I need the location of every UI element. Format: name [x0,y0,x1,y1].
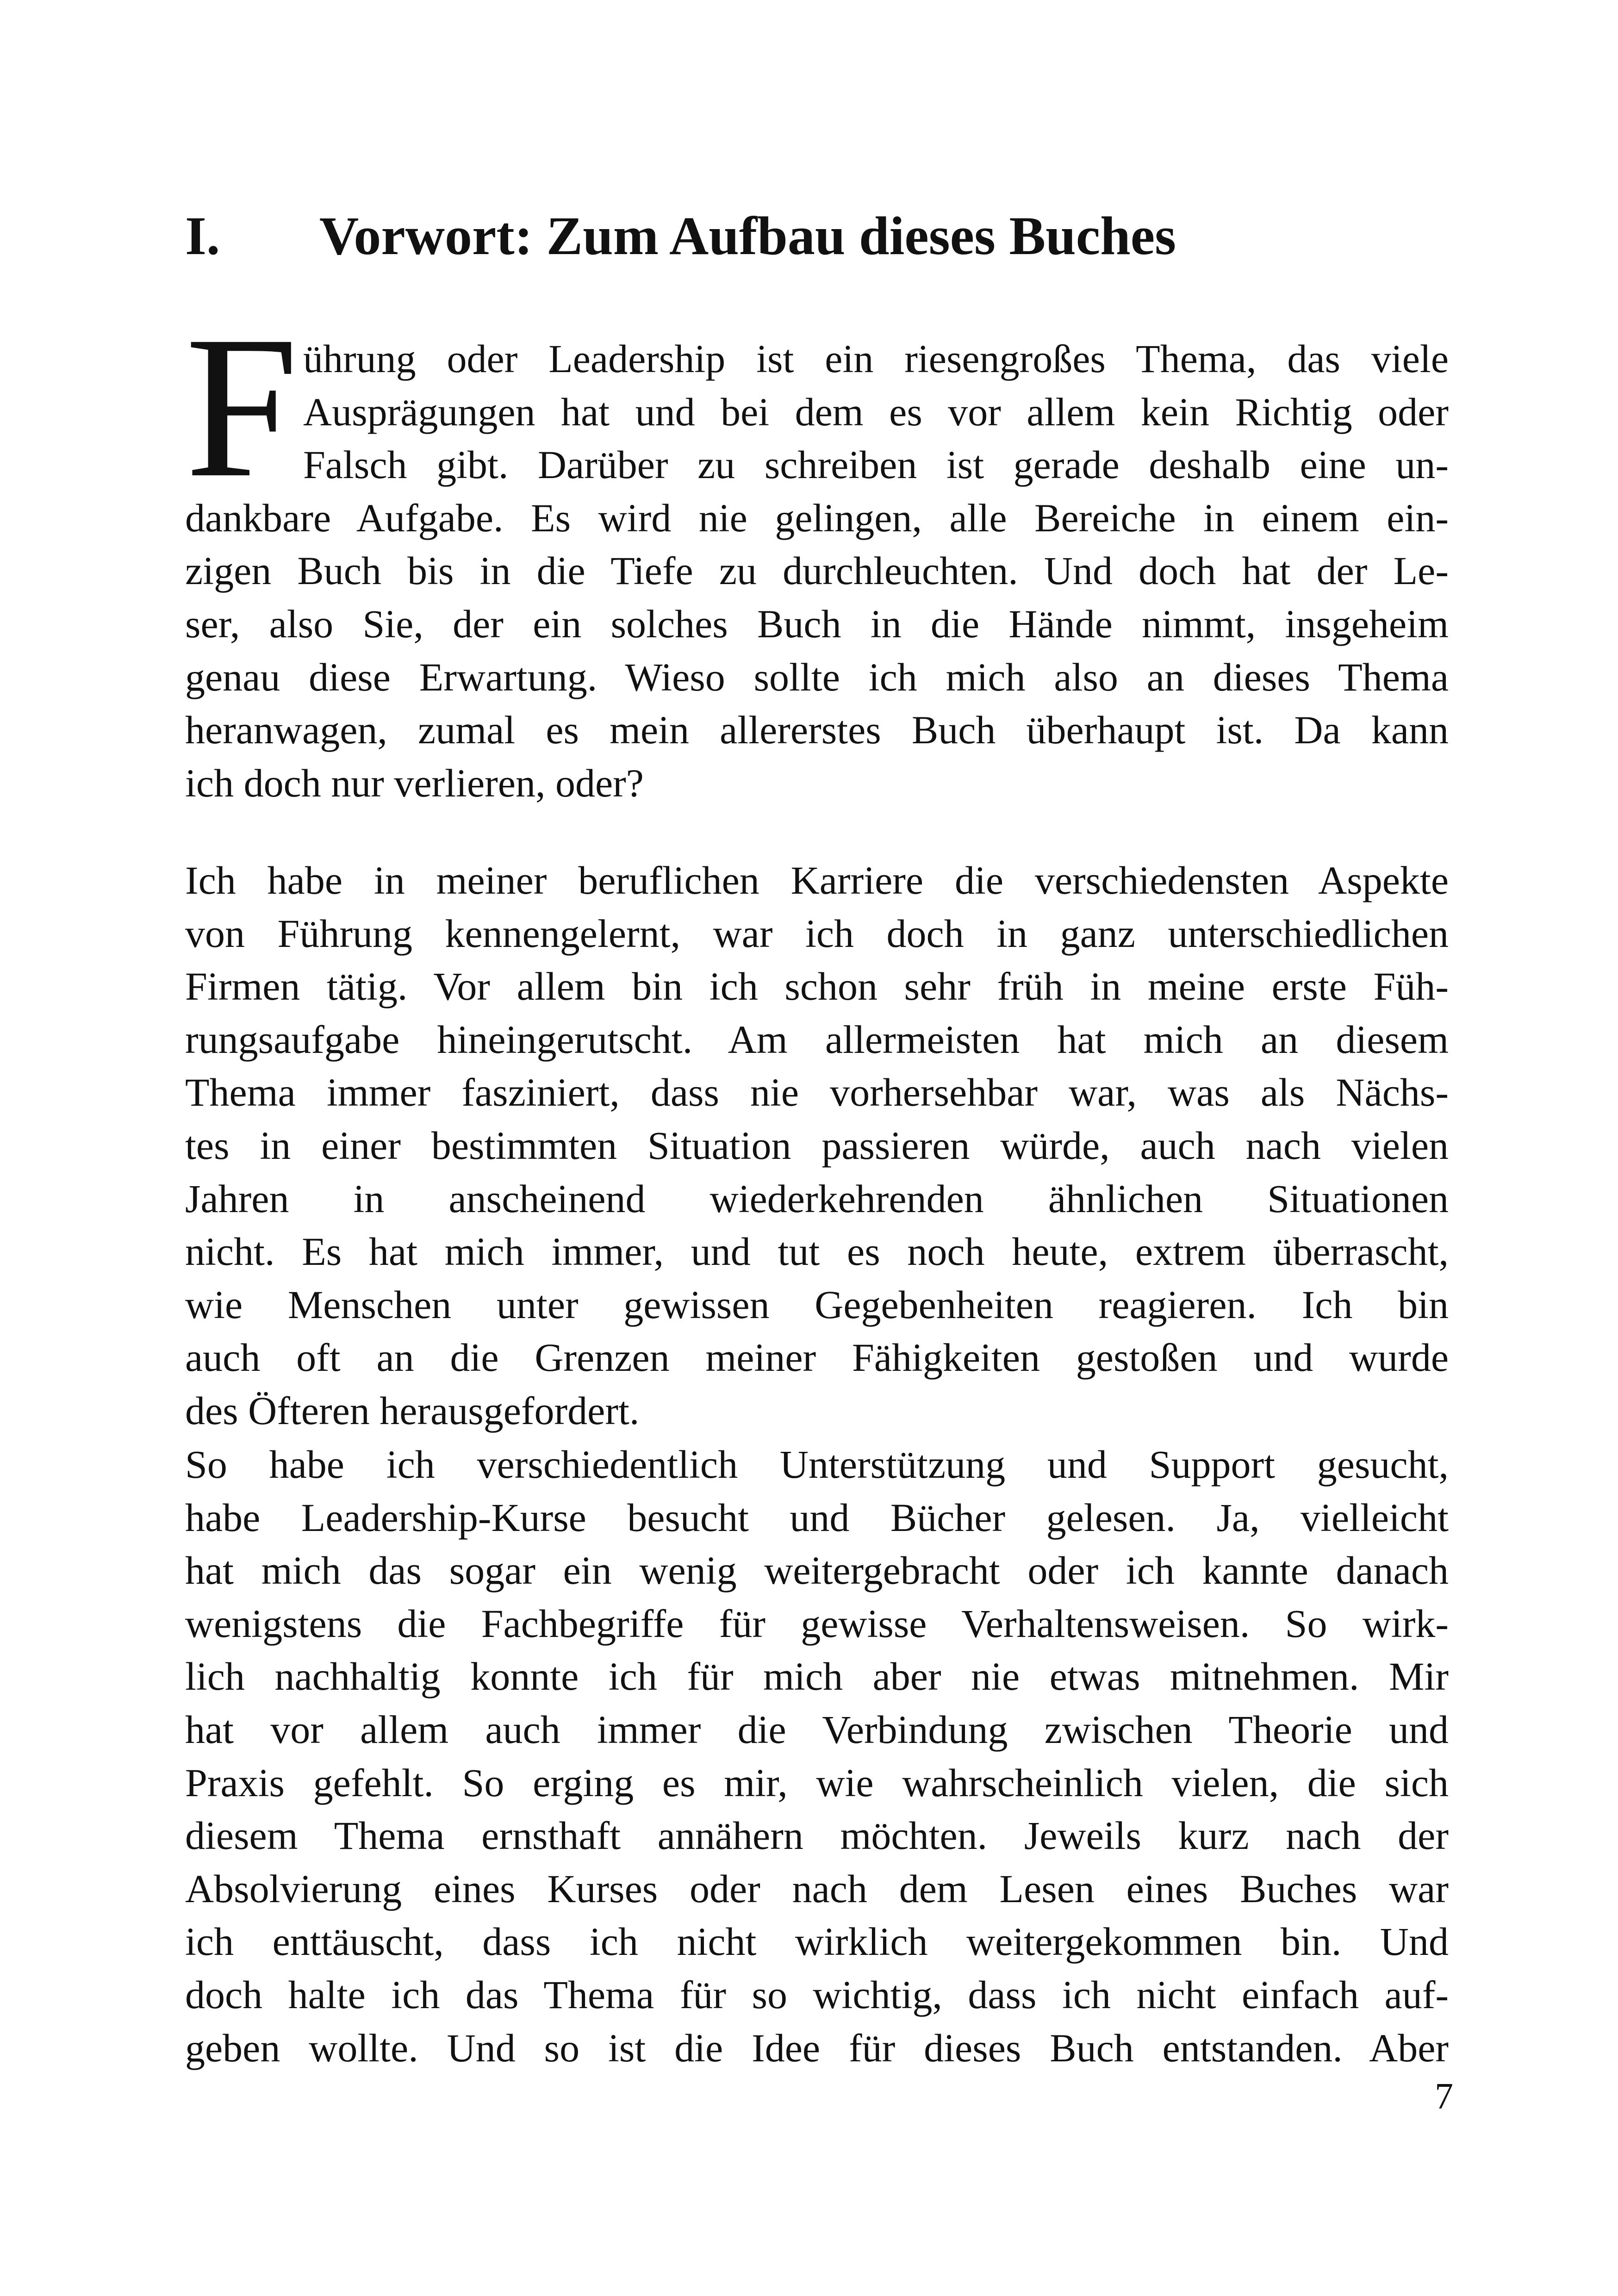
chapter-number: I. [185,205,220,266]
text-line: wenigstens die Fachbegriffe für gewisse Verhaltensweisen. So wirk- [185,1601,1449,1646]
text-line: Thema immer fasziniert, dass nie vorhersehbar war, was als Nächs- [185,1070,1449,1115]
paragraph [185,1438,1449,2074]
text-line: von Führung kennengelernt, war ich doch in ganz unterschiedlichen [185,911,1449,956]
text-line: rungsaufgabe hineingerutscht. Am allermeisten hat mich an diesem [185,1017,1449,1062]
text-line: nicht. Es hat mich immer, und tut es noch heute, extrem überrascht, [185,1229,1449,1274]
text-line: habe Leadership-Kurse besucht und Bücher gelesen. Ja, vielleicht [185,1495,1449,1540]
text-line: wie Menschen unter gewissen Gegebenheiten reagieren. Ich bin [185,1282,1449,1327]
text-line: Ich habe in meiner beruflichen Karriere die verschiedensten Aspekte [185,858,1449,902]
text-line: Absolvierung eines Kurses oder nach dem Lesen eines Buches war [185,1866,1449,1911]
text-line: So habe ich verschiedentlich Unterstützung und Support gesucht, [185,1442,1449,1487]
paragraph [185,332,1449,809]
text-line: dankbare Aufgabe. Es wird nie gelingen, alle Bereiche in einem ein- [185,495,1449,540]
text-line: Praxis gefehlt. So erging es mir, wie wahrscheinlich vielen, die sich [185,1760,1449,1805]
text-line: Falsch gibt. Darüber zu schreiben ist gerade deshalb eine un- [303,442,1449,487]
chapter-heading [185,199,1435,273]
text-line: tes in einer bestimmten Situation passieren würde, auch nach vielen [185,1123,1449,1168]
text-line: zigen Buch bis in die Tiefe zu durchleuchten. Und doch hat der Le- [185,548,1449,593]
text-line: Firmen tätig. Vor allem bin ich schon sehr früh in meine erste Füh- [185,964,1449,1009]
chapter-title: Vorwort: Zum Aufbau dieses Buches [319,205,1176,266]
text-line: des Öfteren herausgefordert. [185,1388,640,1433]
text-line: geben wollte. Und so ist die Idee für dieses Buch entstanden. Aber [185,2025,1449,2070]
text-line: hat mich das sogar ein wenig weitergebracht oder ich kannte danach [185,1548,1449,1593]
text-line: diesem Thema ernsthaft annähern möchten. Jeweils kurz nach der [185,1813,1449,1858]
text-line: lich nachhaltig konnte ich für mich aber nie etwas mitnehmen. Mir [185,1654,1449,1699]
paragraph [185,854,1449,1437]
text-line: hat vor allem auch immer die Verbindung zwischen Theorie und [185,1707,1449,1752]
text-line: heranwagen, zumal es mein allererstes Buch überhaupt ist. Da kann [185,708,1449,753]
text-line: Jahren in anscheinend wiederkehrenden ähnlichen Situationen [185,1176,1449,1221]
text-line: genau diese Erwartung. Wieso sollte ich mich also an dieses Thema [185,654,1449,699]
page-number: 7 [1435,2076,1453,2117]
text-line: ich doch nur verlieren, oder? [185,760,644,805]
text-line: Ausprägungen hat und bei dem es vor allem kein Richtig oder [303,389,1449,434]
text-line: auch oft an die Grenzen meiner Fähigkeiten gestoßen und wurde [185,1335,1449,1380]
text-line: ser, also Sie, der ein solches Buch in die Hände nimmt, insgeheim [185,601,1449,646]
text-line: doch halte ich das Thema für so wichtig, dass ich nicht einfach auf- [185,1972,1449,2017]
text-line: ich enttäuscht, dass ich nicht wirklich weitergekommen bin. Und [185,1919,1449,1964]
drop-cap-initial: F [185,294,299,520]
text-line: ührung oder Leadership ist ein riesengroßes Thema, das viele [303,336,1449,381]
